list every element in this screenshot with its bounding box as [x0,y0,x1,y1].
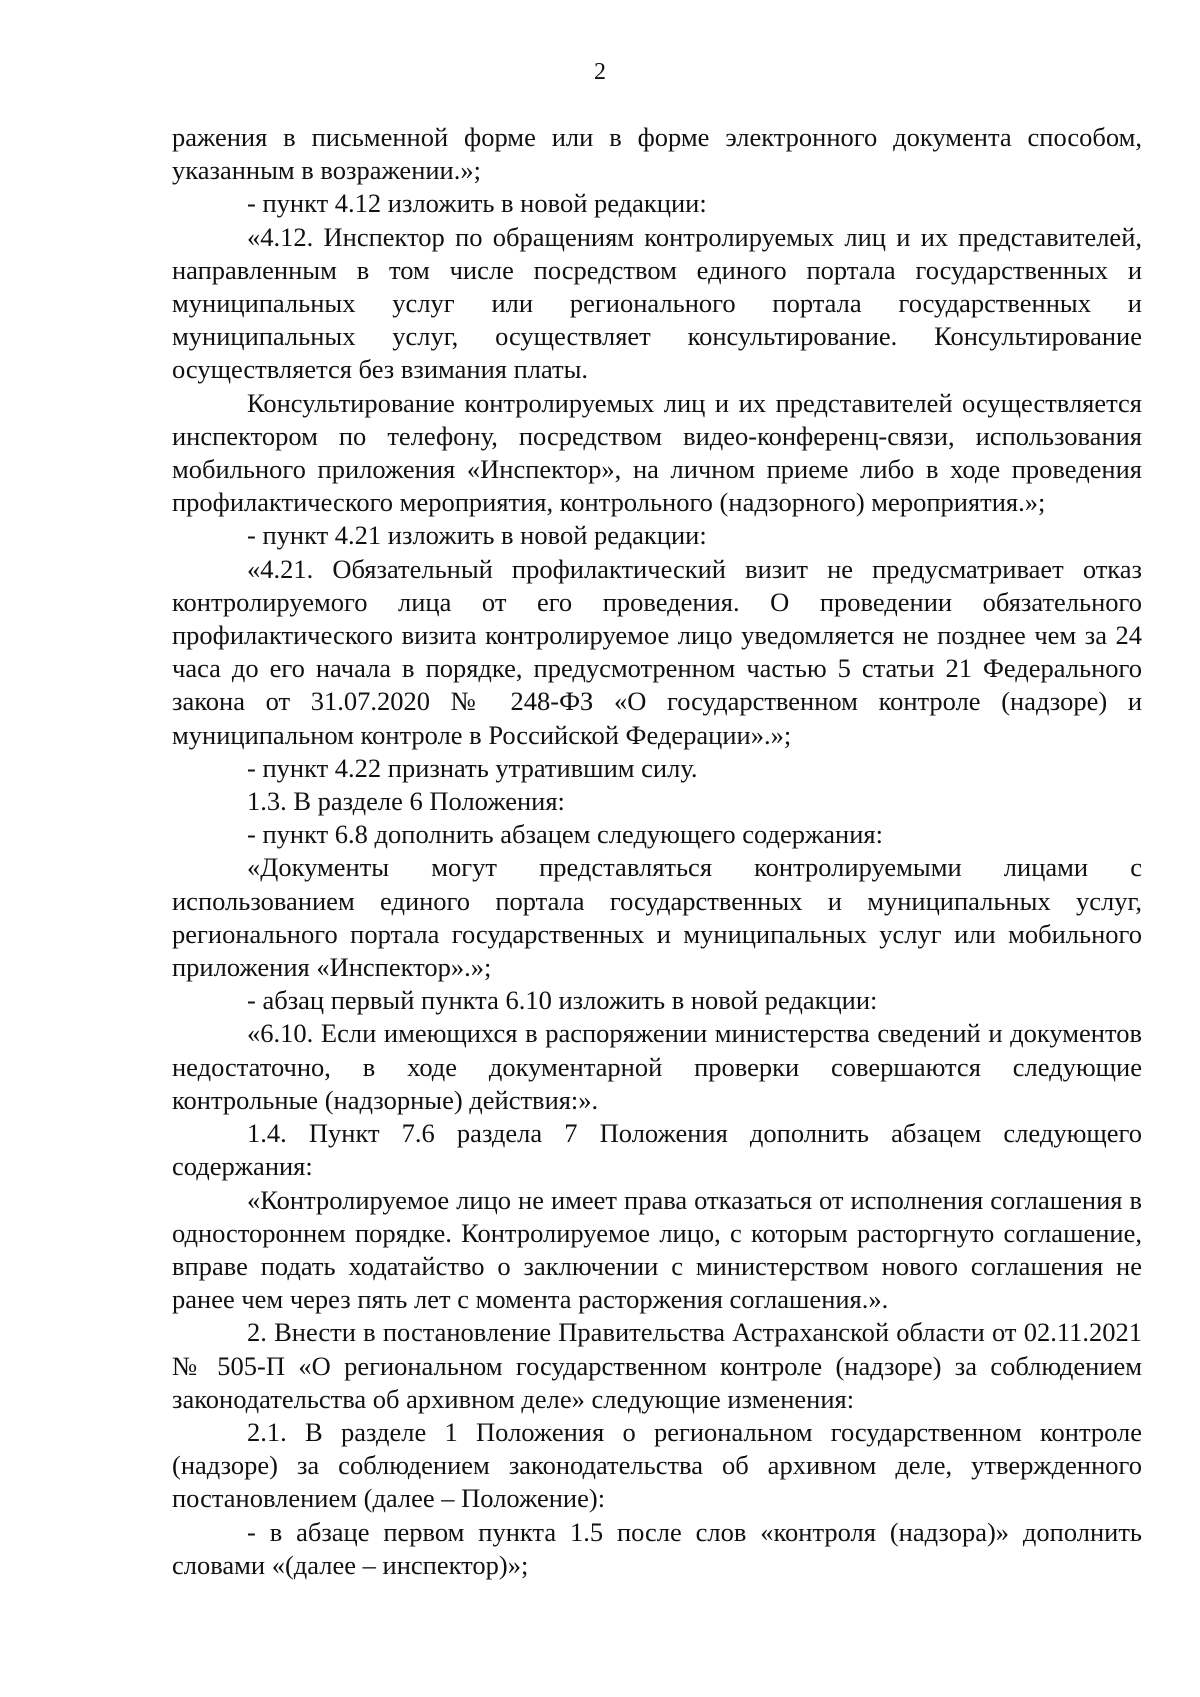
paragraph: - пункт 4.22 признать утратившим силу. [247,752,698,783]
paragraph: 2. Внести в постановление Правительства Астраханской области от 02.11.2021 № 505-П «О региональном государственном контроле (надзоре) за соблюдением законодательства об архивном деле» следующие изменения: [172,1317,1142,1414]
paragraph: «4.12. Инспектор по обращениям контролируемых лиц и их представителей, направленным в том числе посредством единого портала государственных и муниципальных услуг или регионального портала государственных и муниципальных услуг, осуществляет консультирование. Консультирование осуществляется без взимания платы. [172,221,1142,385]
paragraph: - пункт 4.12 изложить в новой редакции: [247,188,707,219]
paragraph: - абзац первый пункта 6.10 изложить в новой редакции: [247,985,878,1016]
paragraph: «Контролируемое лицо не имеет права отказаться от исполнения соглашения в одностороннем порядке. Контролируемое лицо, с которым расторгнуто соглашение, вправе подать ходатайство о заключении с министерством нового соглашения не ранее чем через пять лет с момента расторжения соглашения.». [172,1184,1142,1315]
document-body [172,121,1142,1582]
paragraph: 2.1. В разделе 1 Положения о региональном государственном контроле (надзоре) за соблюдением законодательства об архивном деле, утвержденного постановлением (далее – Положение): [172,1416,1142,1514]
paragraph: «Документы могут представляться контролируемыми лицами с использованием единого портала государственных и муниципальных услуг, регионального портала государственных и муниципальных услуг или мобильного приложения «Инспектор».»; [172,852,1142,983]
paragraph: - пункт 4.21 изложить в новой редакции: [247,520,707,551]
page-number: 2 [594,59,606,85]
paragraph: «4.21. Обязательный профилактический визит не предусматривает отказ контролируемого лица от его проведения. О проведении обязательного профилактического визита контролируемое лицо уведомляется не позднее чем за 24 часа до его начала в порядке, предусмотренном частью 5 статьи 21 Федерального закона от 31.07.2020 № 248-ФЗ «О государственном контроле (надзоре) и муниципальном контроле в Российской Федерации».»; [172,553,1142,750]
paragraph: Консультирование контролируемых лиц и их представителей осуществляется инспектором по телефону, посредством видео-конференц-связи, использования мобильного приложения «Инспектор», на личном приеме либо в ходе проведения профилактического мероприятия, контрольного (надзорного) мероприятия.»; [172,387,1142,518]
paragraph: - в абзаце первом пункта 1.5 после слов «контроля (надзора)» дополнить словами «(далее – инспектор)»; [172,1516,1142,1580]
paragraph: «6.10. Если имеющихся в распоряжении министерства сведений и документов недостаточно, в ходе документарной проверки совершаются следующие контрольные (надзорные) действия:». [172,1018,1142,1115]
paragraph: 1.4. Пункт 7.6 раздела 7 Положения дополнить абзацем следующего содержания: [172,1118,1142,1182]
paragraph: - пункт 6.8 дополнить абзацем следующего содержания: [247,819,883,850]
paragraph: 1.3. В разделе 6 Положения: [247,786,565,817]
paragraph: ражения в письменной форме или в форме электронного документа способом, указанным в возражении.»; [172,122,1142,186]
